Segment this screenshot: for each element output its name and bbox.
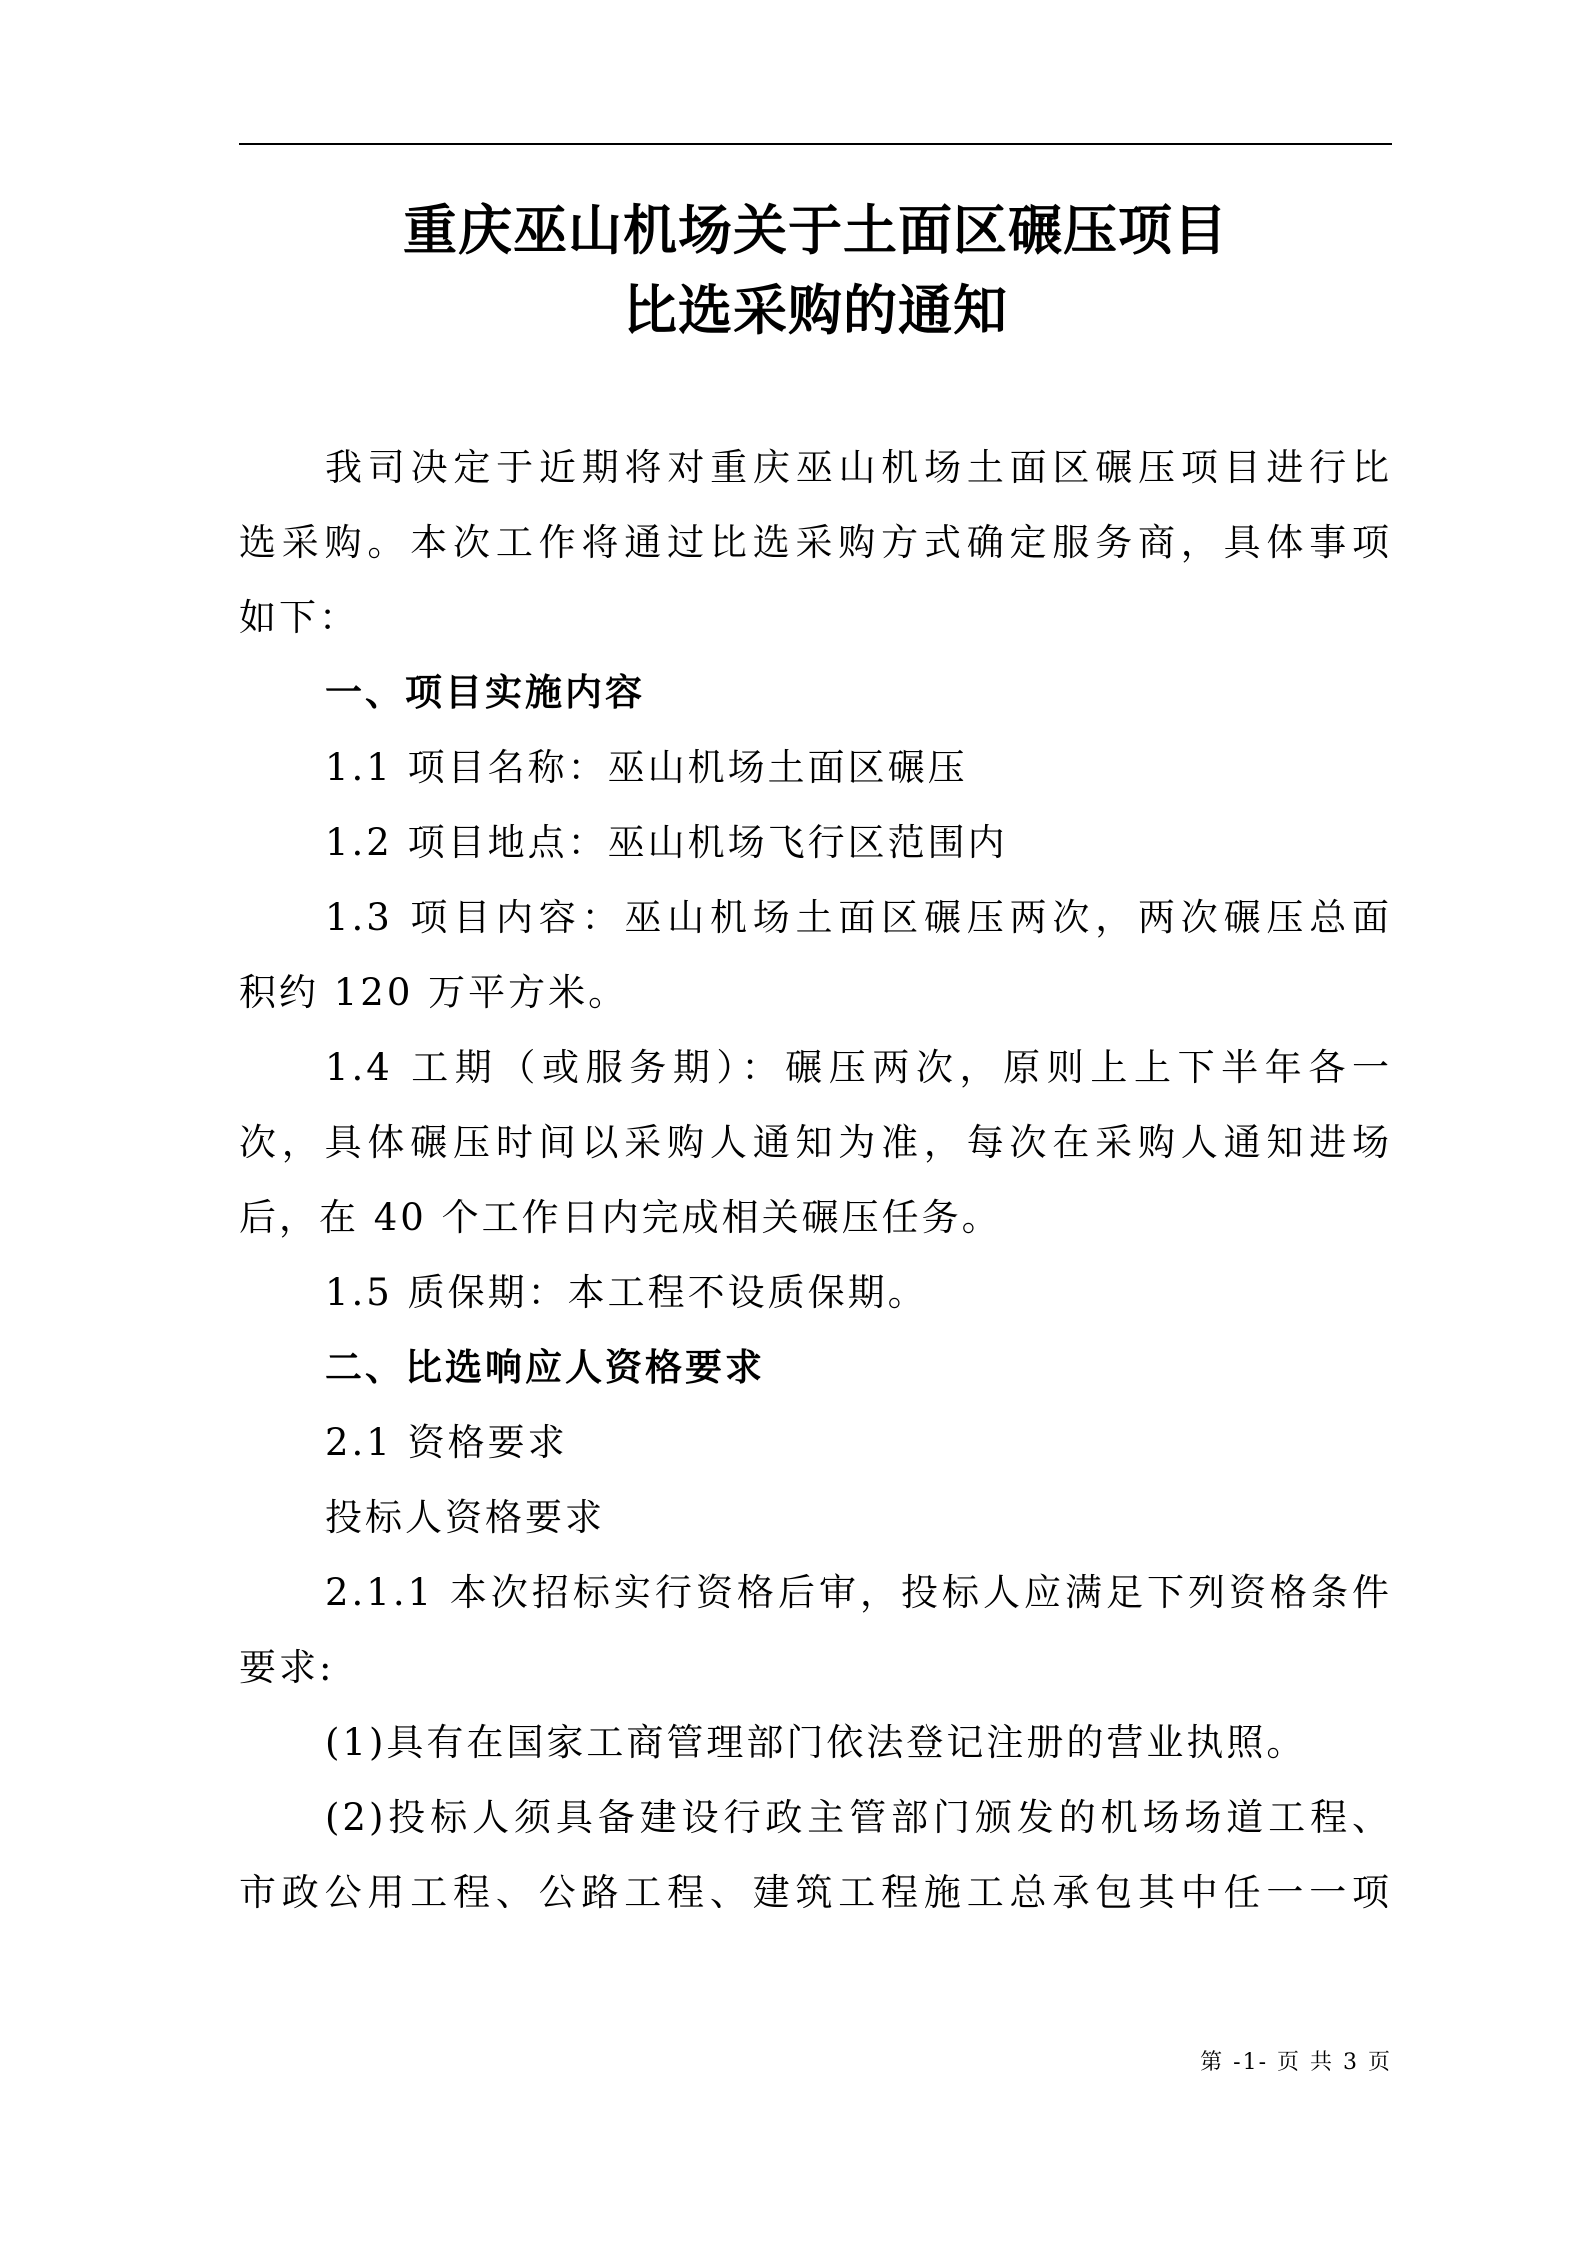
item-line: 投标人资格要求 bbox=[325, 1496, 605, 1539]
item-line: 1.2 项目地点：巫山机场飞行区范围内 bbox=[325, 821, 1008, 864]
item-line: 1.4 工期（或服务期）：碾压两次，原则上上下半年各一 bbox=[325, 1046, 1392, 1089]
item-line: 1.5 质保期：本工程不设质保期。 bbox=[325, 1271, 928, 1314]
item-line: 要求: bbox=[239, 1646, 335, 1689]
paragraph-line: 如下： bbox=[239, 596, 359, 639]
item-line: 积约 120 万平方米。 bbox=[239, 971, 629, 1014]
item-line: 2.1 资格要求 bbox=[325, 1421, 568, 1464]
section-heading: 二、比选响应人资格要求 bbox=[325, 1345, 765, 1389]
title-line-1: 重庆巫山机场关于土面区碾压项目 bbox=[403, 198, 1228, 262]
item-line: 1.3 项目内容：巫山机场土面区碾压两次，两次碾压总面 bbox=[325, 896, 1392, 939]
item-line: (1)具有在国家工商管理部门依法登记注册的营业执照。 bbox=[325, 1721, 1307, 1764]
item-line: 后，在 40 个工作日内完成相关碾压任务。 bbox=[239, 1196, 1002, 1239]
item-line: (2)投标人须具备建设行政主管部门颁发的机场场道工程、 bbox=[325, 1796, 1392, 1839]
section-heading: 一、项目实施内容 bbox=[325, 670, 645, 714]
page-footer: 第 -1- 页 共 3 页 bbox=[1200, 2050, 1392, 2075]
item-line: 次，具体碾压时间以采购人通知为准，每次在采购人通知进场 bbox=[239, 1121, 1392, 1164]
header-rule bbox=[239, 143, 1392, 145]
paragraph-line: 选采购。本次工作将通过比选采购方式确定服务商，具体事项 bbox=[239, 521, 1392, 564]
item-line: 市政公用工程、公路工程、建筑工程施工总承包其中任一一项 bbox=[239, 1871, 1392, 1914]
item-line: 2.1.1 本次招标实行资格后审，投标人应满足下列资格条件 bbox=[325, 1571, 1392, 1614]
title-line-2: 比选采购的通知 bbox=[623, 278, 1008, 342]
document-body bbox=[239, 430, 1392, 1930]
document-title bbox=[239, 190, 1392, 350]
paragraph-line: 我司决定于近期将对重庆巫山机场土面区碾压项目进行比 bbox=[325, 446, 1392, 489]
item-line: 1.1 项目名称：巫山机场土面区碾压 bbox=[325, 746, 968, 789]
